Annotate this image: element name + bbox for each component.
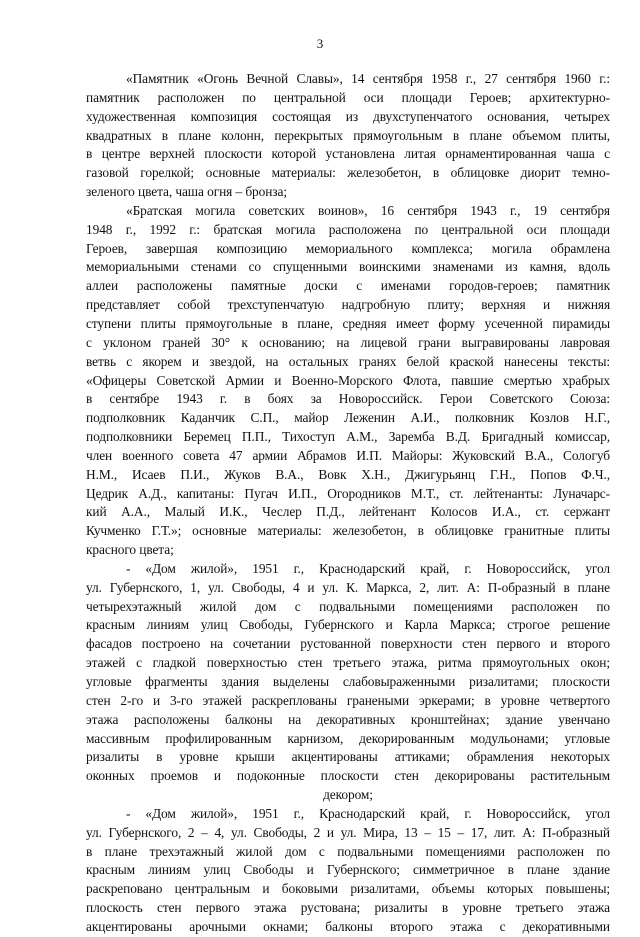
text-line: ул. Губернского, 2 – 4, ул. Свободы, 2 и ул. Мира, 13 – 15 – 17, лит. А: П-образный — [86, 824, 610, 840]
text-line: этажа расположены балконы на декоративных кронштейнах; здание увенчано — [86, 711, 610, 727]
text-line: подполковник Каданчик С.П., майор Леженин А.И., полковник Козлов Н.Г., — [86, 410, 610, 426]
text-line: акцентированы арочными окнами; балконы второго этажа с декоративными — [86, 918, 610, 934]
text-line: в центре верхней плоскости которой установлена литая орнаментированная чаша с — [86, 146, 610, 162]
text-line: зеленого цвета, чаша огня – бронза; — [86, 184, 287, 200]
text-line: фасадов построено на сочетании рустованной поверхности стен первого и второго — [86, 636, 610, 652]
document-body — [86, 70, 610, 937]
text-line: Кучменко Г.Т.»; основные материалы: железобетон, в облицовке гранитные плиты — [86, 523, 610, 539]
text-line: Героев, завершая композицию мемориального комплекса; могила обрамлена — [86, 240, 610, 256]
text-line: красного цвета; — [86, 542, 174, 558]
text-line: в сентябре 1943 г. в боях за Новороссийск. Герои Советского Союза: — [86, 391, 610, 407]
text-line: оконных проемов и подоконные плоскости стен декорированы растительным — [86, 768, 610, 784]
text-line: ул. Губернского, 1, ул. Свободы, 4 и ул. К. Маркса, 2, лит. А: П-образный в плане — [86, 579, 610, 595]
text-line: угловые фрагменты здания выделены слабовыраженными ризалитами; плоскости — [86, 674, 610, 689]
text-line: в плане трехэтажный жилой дом с подвальными помещениями расположен по — [86, 843, 610, 859]
text-line: этажей с гладкой поверхностью стен третьего этажа, ритма прямоугольных окон; — [86, 655, 610, 671]
text-line: художественная композиция состоящая из двухступенчатого основания, четырех — [86, 108, 610, 124]
text-line: раскреповано центральным и боковыми ризалитами, объемы которых повышены; — [86, 881, 610, 897]
text-line: ветвь с якорем и звездой, на остальных гранях белой краской нанесены тексты: — [86, 353, 610, 369]
text-line: подполковники Беремец П.П., Тихоступ А.М., Заремба В.Д. Бригадный комиссар, — [86, 429, 610, 445]
text-line: с уклоном граней 30° к основанию; на лицевой грани выгравированы лавровая — [86, 334, 610, 350]
text-line: ступени плиты прямоугольные в плане, средняя имеет форму усеченной пирамиды — [86, 315, 610, 331]
text-line: «Офицеры Советской Армии и Военно-Морского Флота, павшие смертью храбрых — [86, 372, 610, 388]
text-line: 1948 г., 1992 г.: братская могила расположена по центральной оси площади — [86, 221, 610, 237]
text-line: - «Дом жилой», 1951 г., Краснодарский край, г. Новороссийск, угол — [126, 560, 610, 576]
text-line: декором; — [323, 787, 373, 803]
text-line: «Братская могила советских воинов», 16 сентября 1943 г., 19 сентября — [126, 202, 610, 218]
text-line: стен 2-го и 3-го этажей раскреплованы гранеными эркерами; в уровне четвертого — [86, 692, 610, 708]
text-line: массивным профилированным карнизом, декорированным модульонами; угловые — [86, 730, 610, 746]
text-line: памятник расположен по центральной оси площади Героев; архитектурно- — [86, 89, 610, 105]
text-line: мемориальными стенами со спущенными воинскими знаменами из камня, вдоль — [86, 259, 610, 275]
text-line: аллеи расположены памятные доски с именами городов-героев; памятник — [86, 278, 610, 294]
text-line: кий А.А., Малый И.К., Чеслер П.Д., лейтенант Колосов И.А., ст. сержант — [86, 504, 610, 520]
text-line: красным линиям улиц Свободы и Губернского; симметричное в плане здание — [86, 862, 610, 878]
text-line: плоскость стен первого этажа рустована; ризалиты в уровне третьего этажа — [86, 900, 610, 916]
text-line: член военного совета 47 армии Абрамов И.П. Майоры: Жуковский В.А., Сологуб — [86, 447, 610, 463]
page-number: 3 — [316, 36, 324, 51]
text-line: Н.М., Исаев П.И., Жуков В.А., Вовк Х.Н., Джигурьянц Г.Н., Попов Ф.Ч., — [86, 466, 610, 482]
text-line: квадратных в плане колонн, перекрытых прямоугольным в плане объемом плиты, — [86, 127, 610, 143]
text-line: представляет собой трехступенчатую надгробную плиту; верхняя и нижняя — [86, 297, 610, 313]
text-line: газовой горелкой; основные материалы: железобетон, в облицовке диорит темно- — [86, 165, 610, 181]
text-line: - «Дом жилой», 1951 г., Краснодарский край, г. Новороссийск, угол — [126, 805, 610, 821]
text-line: ризалиты в уровне крыши акцентированы аттиками; обрамления некоторых — [86, 749, 610, 765]
text-line: красным линиям улиц Свободы, Губернского и Карла Маркса; строгое решение — [86, 617, 610, 633]
text-line: Цедрик А.Д., капитаны: Пугач И.П., Огородников М.Т., ст. лейтенанты: Луначарс- — [86, 485, 610, 501]
text-line: четырехэтажный жилой дом с подвальными помещениями расположен по — [86, 598, 610, 614]
text-line: «Памятник «Огонь Вечной Славы», 14 сентября 1958 г., 27 сентября 1960 г.: — [126, 71, 610, 86]
